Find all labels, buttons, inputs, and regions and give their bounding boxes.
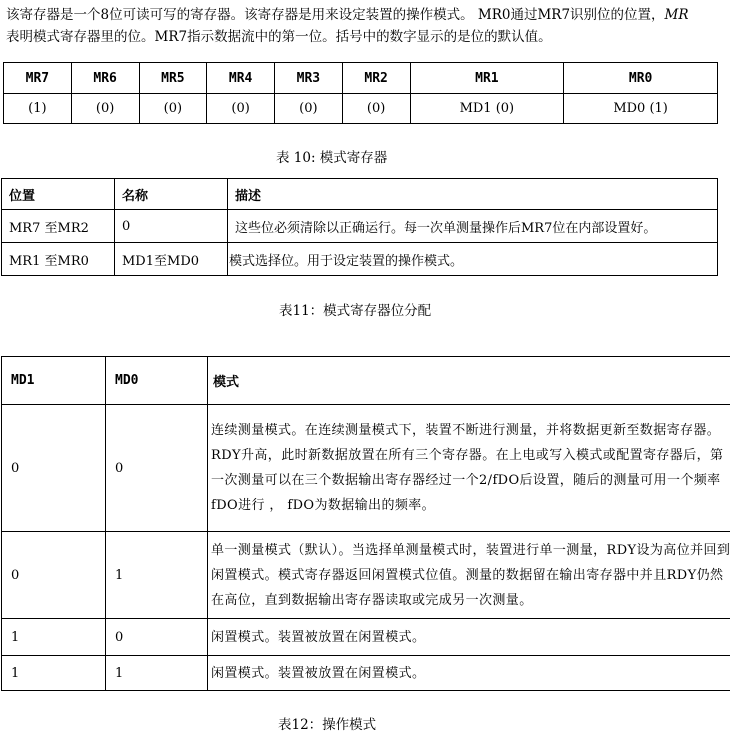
table12-header: MD0 [106, 357, 208, 405]
table12-cell: 0 [106, 405, 208, 532]
table12-caption: 表12：操作模式 [278, 717, 377, 733]
table10-header: MR0 [564, 63, 718, 94]
table10-cell: (0) [139, 94, 207, 124]
table10-cell: (0) [207, 94, 275, 124]
table11-header: 位置 [2, 179, 115, 210]
table-row [2, 243, 718, 276]
table11-cell: 这些位必须清除以正确运行。每一次单测量操作后MR7位在内部设置好。 [228, 210, 718, 243]
table12-cell: 1 [106, 656, 208, 691]
table12-header-row [2, 357, 730, 405]
table12-cell: 单一测量模式（默认）。当选择单测量模式时，装置进行单一测量，RDY设为高位并回到闲置模式。模式寄存器返回闲置模式位值。测量的数据留在输出寄存器中并且RDY仍然在高位，直到数据输出寄存器读取或完成另一次测量。 [208, 532, 730, 619]
table12-header: MD1 [2, 357, 106, 405]
table10-header: MR4 [207, 63, 275, 94]
table11-cell: 模式选择位。用于设定装置的操作模式。 [228, 243, 718, 276]
table12-cell: 1 [2, 619, 106, 656]
table-row [2, 532, 730, 619]
table11-caption: 表11：模式寄存器位分配 [279, 303, 432, 319]
table10-header: MR2 [342, 63, 410, 94]
table10-header: MR5 [139, 63, 207, 94]
table10-header: MR7 [4, 63, 72, 94]
intro-paragraph [6, 4, 728, 48]
table12-header: 模式 [208, 357, 730, 405]
table-row [2, 619, 730, 656]
table12-cell: 0 [2, 532, 106, 619]
table10-header: MR3 [275, 63, 343, 94]
table12-cell: 1 [106, 532, 208, 619]
table12-cell: 闲置模式。装置被放置在闲置模式。 [208, 619, 730, 656]
intro-text-1: 该寄存器是一个8位可读可写的寄存器。该寄存器是用来设定装置的操作模式。 MR0通过MR7识别位的位置， [6, 7, 665, 23]
table11-cell: MR7 至MR2 [2, 210, 115, 243]
table-row [2, 210, 718, 243]
table12-cell: 闲置模式。装置被放置在闲置模式。 [208, 656, 730, 691]
bit-assignment-table [1, 178, 718, 276]
table12-cell: 连续测量模式。在连续测量模式下，装置不断进行测量，并将数据更新至数据寄存器。RDY升高，此时新数据放置在所有三个寄存器。在上电或写入模式或配置寄存器后，第一次测量可以在三个数据输出寄存器经过一个2/fDO后设置，随后的测量可用一个频率fDO进行 ， fDO为数据输出的频率。 [208, 405, 730, 532]
table10-header-row [4, 63, 718, 94]
table10-cell: (0) [71, 94, 139, 124]
table10-header: MR1 [410, 63, 564, 94]
intro-italic: MR [664, 7, 689, 23]
table11-cell: 0 [115, 210, 228, 243]
table10-cell: MD1 (0) [410, 94, 564, 124]
table10-value-row [4, 94, 718, 124]
table12-cell: 0 [2, 405, 106, 532]
table12-cell: 0 [106, 619, 208, 656]
table11-cell: MD1至MD0 [115, 243, 228, 276]
operating-mode-table [1, 356, 730, 691]
table10-caption: 表 10: 模式寄存器 [276, 150, 388, 166]
table10-cell: (0) [342, 94, 410, 124]
table11-header-row [2, 179, 718, 210]
table-row [2, 656, 730, 691]
intro-line-1 [6, 4, 728, 26]
table11-header: 描述 [228, 179, 718, 210]
table11-cell: MR1 至MR0 [2, 243, 115, 276]
table10-header: MR6 [71, 63, 139, 94]
intro-line-2: 表明模式寄存器里的位。MR7指示数据流中的第一位。括号中的数字显示的是位的默认值。 [6, 29, 552, 45]
table10-cell: (1) [4, 94, 72, 124]
table11-header: 名称 [115, 179, 228, 210]
table10-cell: (0) [275, 94, 343, 124]
table10-cell: MD0 (1) [564, 94, 718, 124]
table-row [2, 405, 730, 532]
table12-cell: 1 [2, 656, 106, 691]
mode-register-table [3, 62, 718, 124]
